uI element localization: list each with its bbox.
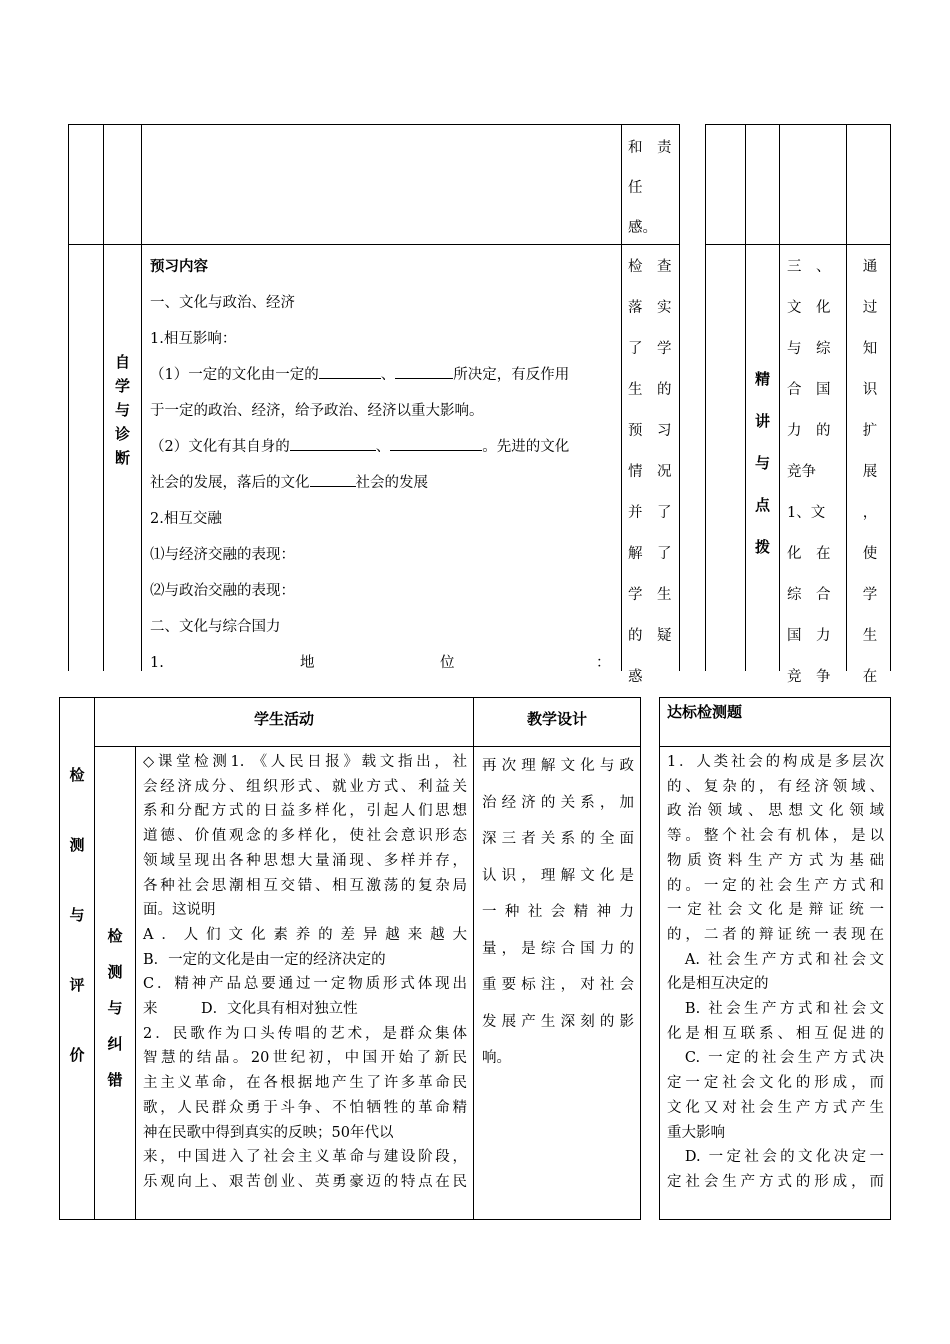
preview-line: ⑴与经济交融的表现： — [150, 547, 295, 563]
fill-blank[interactable] — [390, 436, 482, 451]
column-divider — [473, 697, 474, 1220]
fill-blank[interactable] — [290, 436, 376, 451]
preview-line: 于一定的政治、经济，给予政治、经济以重大影响。 — [150, 403, 484, 419]
preview-heading: 二、文化与综合国力 — [150, 619, 281, 635]
column-divider — [135, 746, 136, 1220]
preview-content — [146, 245, 618, 670]
preview-line: 1. 地 位 ： — [150, 655, 611, 671]
section-label-explain: 精 讲 与 点 拨 — [754, 370, 770, 556]
preview-title: 预习内容 — [150, 259, 208, 275]
teaching-design-text: 再次理解文化与政 治经济的关系，加 深三者关系的全面 认识，理解文化是 一种社会精神力 量，是综合国力的 重要标注，对社会 发展产生深刻的影 响。 — [482, 758, 634, 1066]
preview-line: 社会的发展，落后的文化 社会的发展 — [150, 465, 616, 501]
header-standard-test: 达标检测题 — [667, 703, 743, 721]
goal-text-line: 感。 — [628, 220, 657, 236]
preview-subheading: 1.相互影响： — [150, 331, 237, 347]
preview-heading: 一、文化与政治、经济 — [150, 295, 295, 311]
header-teaching-design: 教学设计 — [526, 710, 587, 728]
preview-subheading: 2.相互交融 — [150, 511, 222, 527]
student-activity-text: ◇课堂检测1. 《人民日报》载文指出，社 会经济成分、组织形式、就业方式、利益关 系和分配方式的日益多样化，引起人们思想 道德、价值观念的多样化，使社会意识形态 领域呈现出各种思想大量涌现、多样并存， 各种社会思潮相互交错、相互激荡的复杂局 面。这说明 A．人们文化素养的差异越来越大 B．一定的文化是由一定的经济决定的 C．精神产品总要通过一定物质形式体现出 来 D．文化具有相对独立性 2．民歌作为口头传唱的艺术，是群众集体 智慧的结晶。20世纪初，中国开始了新民 主主义革命，在各根据地产生了许多革命民 歌，人民群众勇于斗争、不怕牺牲的革命精 神在民歌中得到真实的反映；50年代以 来，中国进入了社会主义革命与建设阶段， 乐观向上、艰苦创业、英勇豪迈的特点在民 — [143, 754, 467, 1190]
preview-line: （1）一定的文化由一定的 、 所决定，有反作用 — [150, 357, 616, 393]
goal-text-line: 和 责 — [628, 140, 672, 156]
fill-blank[interactable] — [395, 364, 453, 379]
preview-line: （2）文化有其自身的 、 。先进的文化 — [150, 429, 616, 465]
check-purpose-cell: 检 查 落 实 了 学 生 的 预 习 情 况 并 了 解 了 学 生 的 疑 惑 — [628, 259, 672, 685]
goal-text-cell — [628, 128, 674, 248]
section-label-eval: 检 测 与 评 价 — [69, 766, 85, 1064]
header-student-activity: 学生活动 — [253, 710, 314, 728]
section-label-self-study: 自 学 与 诊 断 — [114, 353, 130, 467]
standard-test-text: 1．人类社会的构成是多层次 的、复杂的，有经济领域、 政治领域、思想文化领域 等。整个社会有机体，是以 物质资料生产方式为基础 的。一定的社会生产方式和 一定社会文化是辩证统一 的，二者的辩证统一表现在 A. 社会生产方式和社会文 化是相互决定的 B. 社会生产方式和社会文 化是相互联系、相互促进的 C. 一定的社会生产方式决 定一定社会文化的形成，而 文化又对社会生产方式产生 重大影响 D. 一定社会的文化决定一 定社会生产方式的形成，而 — [667, 754, 884, 1190]
column-divider — [141, 124, 142, 671]
section-label-check: 检 测 与 纠 错 — [107, 927, 123, 1089]
row-divider — [659, 746, 891, 747]
explain-design-cell: 通 过 知 识 扩 展 ， 使 学 生 在 — [862, 259, 878, 685]
preview-line: ⑵与政治交融的表现： — [150, 583, 295, 599]
fill-blank[interactable] — [319, 364, 381, 379]
row-divider — [94, 746, 641, 747]
fill-blank[interactable] — [310, 472, 356, 487]
goal-text-line: 任 — [628, 180, 643, 196]
explain-content-cell: 三 、 文 化 与 综 合 国 力 的 竞争 1、文 化 在 综 合 国 力 竞 争 — [787, 259, 831, 685]
